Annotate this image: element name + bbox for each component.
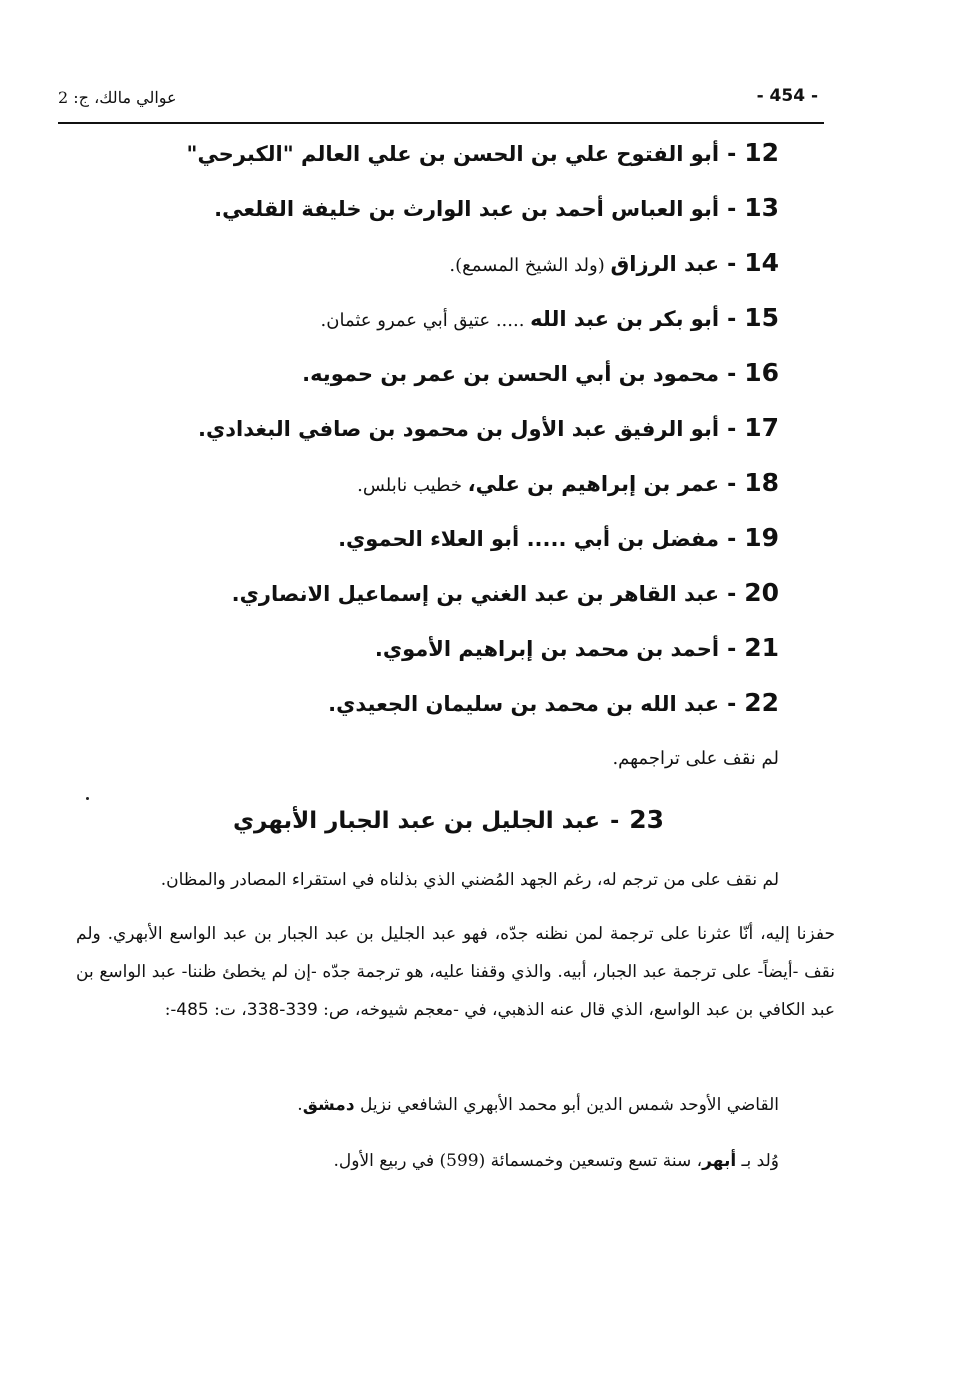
quote-end: . (297, 1095, 303, 1115)
entry-note: ..... عتيق أبي عمرو عثمان. (320, 310, 531, 331)
entry-number: 14 (744, 248, 779, 277)
list-item: 14-عبد الرزاق (ولد الشيخ المسمع). (449, 248, 779, 277)
entry-name: أبو العباس أحمد بن عبد الوارث بن خليفة القلعي. (214, 197, 720, 221)
list-item: 19-مفضل بن أبي ..... أبو العلاء الحموي. (338, 523, 779, 552)
quote-text: ، سنة تسع وتسعين وخمسمائة (599) في ربيع الأول. (333, 1151, 703, 1171)
entry-name: محمود بن أبي الحسن بن عمر بن حمويه. (302, 362, 720, 386)
entry-number: 18 (744, 468, 779, 497)
list-item: 12-أبو الفتوح علي بن الحسن بن علي العالم "الكبرحي" (186, 138, 779, 167)
narrators-list (159, 128, 779, 733)
entry-name: عبد الله بن محمد بن سليمان الجعيدي. (328, 692, 720, 716)
tarjama-number: 485 (176, 1000, 209, 1020)
entry-number: 16 (744, 358, 779, 387)
entry-number: 20 (744, 578, 779, 607)
section-title: عبد الجليل بن عبد الجبار الأبهري (232, 808, 601, 834)
quote-line (297, 1095, 779, 1115)
entry-number: 19 (744, 523, 779, 552)
page-header (58, 82, 824, 124)
entry-name: أبو الرفيق عبد الأول بن محمود بن صافي البغدادي. (198, 417, 720, 441)
entry-number: 22 (744, 688, 779, 717)
quote-place: دمشق (302, 1095, 355, 1115)
list-item: 18-عمر بن إبراهيم بن علي، خطيب نابلس. (357, 468, 779, 497)
list-item: 22-عبد الله بن محمد بن سليمان الجعيدي. (328, 688, 779, 717)
quote-line (334, 1151, 779, 1171)
entry-name: أبو بكر بن عبد الله (530, 307, 720, 331)
entry-name: أحمد بن محمد بن إبراهيم الأموي. (374, 637, 720, 661)
page-number: - 454 - (756, 86, 818, 106)
paragraph: لم نقف على من ترجم له، رغم الجهد المُضني الذي بذلناه في استقراء المصادر والمظان. (160, 870, 779, 890)
page-range: 338-339 (246, 1000, 318, 1020)
entry-name: عبد القاهر بن عبد الغني بن إسماعيل الانصاري. (231, 582, 720, 606)
entry-number: 13 (744, 193, 779, 222)
list-item: 13-أبو العباس أحمد بن عبد الوارث بن خليفة القلعي. (214, 193, 779, 222)
paragraph-end: -: (164, 1000, 177, 1020)
entry-number: 15 (744, 303, 779, 332)
entry-number: 17 (744, 413, 779, 442)
list-item: 16-محمود بن أبي الحسن بن عمر بن حمويه. (302, 358, 779, 387)
entry-name: عبد الرزاق (610, 252, 720, 276)
not-found-note: لم نقف على تراجمهم. (612, 748, 779, 769)
entry-number: 21 (744, 633, 779, 662)
stray-dot (86, 797, 89, 800)
section-heading: 23-عبد الجليل بن عبد الجبار الأبهري (232, 805, 664, 834)
entry-note: خطيب نابلس. (357, 475, 468, 496)
list-item: 20-عبد القاهر بن عبد الغني بن إسماعيل الانصاري. (231, 578, 779, 607)
list-item: 17-أبو الرفيق عبد الأول بن محمود بن صافي البغدادي. (198, 413, 779, 442)
entry-name: عمر بن إبراهيم بن علي، (467, 472, 720, 496)
list-item: 15-أبو بكر بن عبد الله ..... عتيق أبي عمرو عثمان. (320, 303, 779, 332)
list-item: 21-أحمد بن محمد بن إبراهيم الأموي. (374, 633, 779, 662)
section-number: 23 (629, 805, 664, 834)
entry-name: أبو الفتوح علي بن الحسن بن علي العالم "الكبرحي" (186, 142, 720, 166)
separator: ، ت: (208, 1000, 247, 1020)
entry-name: مفضل بن أبي ..... أبو العلاء الحموي. (338, 527, 720, 551)
entry-number: 12 (744, 138, 779, 167)
entry-note: (ولد الشيخ المسمع). (449, 255, 611, 276)
quote-text: القاضي الأوحد شمس الدين أبو محمد الأبهري الشافعي نزيل (354, 1095, 779, 1115)
paragraph (76, 915, 835, 1029)
quote-start: وُلد بـ (736, 1151, 779, 1171)
quote-place: أبهر (702, 1151, 737, 1171)
running-head: عوالي مالك، ج: 2 (58, 88, 177, 107)
paragraph-text: حفزنا إليه، أنّا عثرنا على ترجمة لمن نظنه جدّه، فهو عبد الجليل بن عبد الجبار بن عبد الواسع الأبهري. ولم نقف -أيضاً- على ترجمة عبد الجبار، أبيه. والذي وقفنا عليه، هو ترجمة جدّه -إن لم يخطئ ظننا- عبد الواسع بن عبد الكافي بن عبد الواسع، الذي قال عنه الذهبي، في -معجم شيوخه، ص: (76, 924, 835, 1020)
